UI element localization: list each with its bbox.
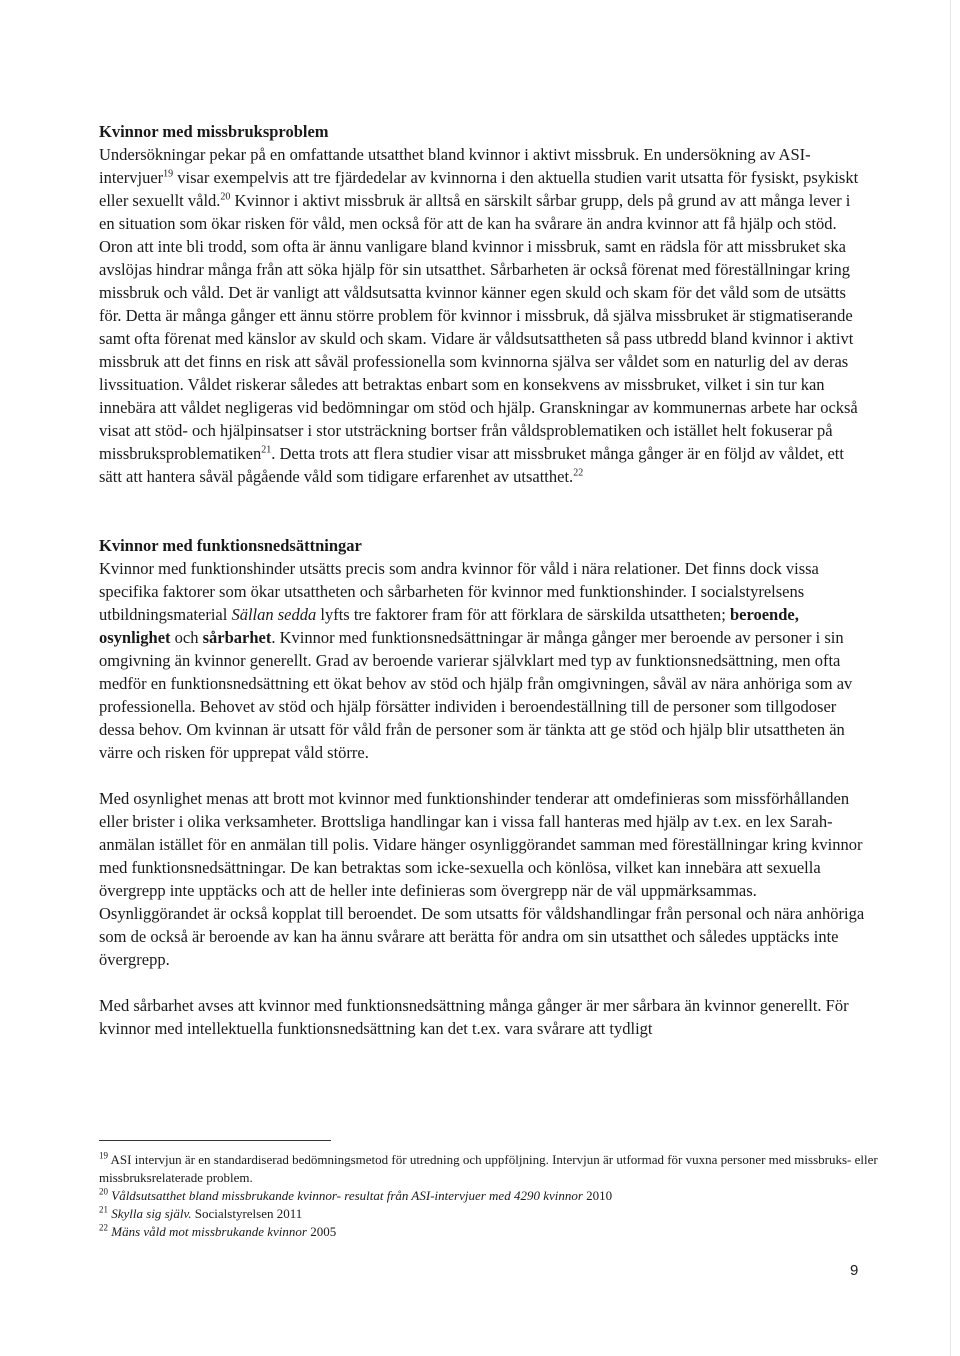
footnote-text: Socialstyrelsen 2011: [191, 1206, 303, 1221]
text-run: . Detta trots att flera studier visar att missbruket många gånger är en följd av våldet, ett sätt att hantera såväl pågående våld som tidigare erfarenhet av utsatthet.: [99, 444, 844, 486]
footnote-text: 2010: [582, 1188, 613, 1203]
footnote-number: 21: [99, 1204, 108, 1215]
footnote-ref-20: 20: [220, 191, 231, 203]
footnote-19: [99, 1151, 879, 1187]
section-heading-missbruk: Kvinnor med missbruksproblem: [99, 122, 329, 141]
footnote-21: [99, 1205, 879, 1223]
footnote-text: 2005: [306, 1224, 337, 1239]
bold-term-osynlighet: osynlighet: [99, 628, 171, 647]
footnote-ref-22: 22: [573, 467, 584, 479]
footnote-number: 20: [99, 1186, 108, 1197]
paragraph-missbruk: [99, 143, 869, 488]
footnote-ref-19: 19: [163, 168, 174, 180]
page-edge-line: [950, 0, 951, 1356]
document-body: [99, 120, 869, 1040]
footnote-title: Skylla sig själv.: [111, 1206, 192, 1221]
text-run: lyfts tre faktorer fram för att förklara de särskilda utsattheten;: [316, 605, 730, 624]
paragraph-funktion-3: Med sårbarhet avses att kvinnor med funktionsnedsättning många gånger är mer sårbara än kvinnor generellt. För kvinnor med intellektuella funktionsnedsättning kan det t.ex. vara svårare att tydligt: [99, 996, 849, 1038]
text-run: Kvinnor med funktionshinder utsätts precis som andra kvinnor för våld i nära relationer. Det finns dock vissa specifika faktorer som ökar utsattheten och sårbarheten för kvinnor med funktionshinder. I socialstyrelsens utbildningsmaterial: [99, 559, 819, 624]
footnote-20: [99, 1187, 879, 1205]
text-run: . Kvinnor med funktionsnedsättningar är många gånger mer beroende av personer i sin omgivning än kvinnor generellt. Grad av beroende varierar självklart med typ av funktionsnedsättning, men ofta medför en funktionsnedsättning ett ökat behov av stöd och hjälp från omgivningen, såväl av nära anhöriga som av professionella. Behovet av stöd och hjälp försätter individen i beroendeställning till de personer som tillgodoser dessa behov. Om kvinnan är utsatt för våld från de personer som är tänkta att ge stöd och hjälp blir utsattheten än värre och risken för upprepat våld större.: [99, 628, 853, 762]
paragraph-funktion-2: Med osynlighet menas att brott mot kvinnor med funktionshinder tenderar att omdefinieras som missförhållanden eller brister i olika verksamheter. Brottsliga handlingar kan i vissa fall hanteras med hjälp av t.ex. en lex Sarah-anmälan istället för en anmälan till polis. Vidare hänger osynliggörandet samman med föreställningar kring kvinnor med funktionsnedsättningar. De kan betraktas som icke-sexuella och könlösa, vilket kan innebära att sexuella övergrepp inte upptäcks och att de heller inte definieras som övergrepp när de väl uppmärksammas. Osynliggörandet är också kopplat till beroendet. De som utsatts för våldshandlingar från personal och nära anhöriga som de också är beroende av kan ha ännu svårare att berätta för andra om sin utsatthet och således upptäcks inte övergrepp.: [99, 789, 865, 969]
footnote-ref-21: 21: [261, 444, 272, 456]
footnote-text: ASI intervjun är en standardiserad bedömningsmetod för utredning och uppföljning. Intervjun är utformad för vuxna personer med missbruks- eller missbruksrelaterade problem.: [99, 1152, 878, 1185]
bold-separator: ,: [794, 605, 799, 624]
text-run: visar exempelvis att tre fjärdedelar av kvinnorna i den aktuella studien varit utsatta för fysiskt, psykiskt eller sexuellt våld.: [99, 168, 859, 210]
footnote-number: 19: [99, 1150, 108, 1161]
footnote-22: [99, 1223, 879, 1241]
paragraph-funktion-1: [99, 557, 869, 764]
text-run: Undersökningar pekar på en omfattande utsatthet bland kvinnor i aktivt missbruk. En undersökning av ASI-intervjuer: [99, 145, 811, 187]
text-run: och: [170, 628, 203, 647]
footnote-number: 22: [99, 1222, 108, 1233]
bold-term-beroende: beroende: [729, 605, 795, 624]
section-heading-funktionsnedsattningar: Kvinnor med funktionsnedsättningar: [99, 536, 362, 555]
page-number: 9: [850, 1262, 859, 1279]
footnote-separator: [99, 1140, 331, 1141]
footnote-title: Våldsutsatthet bland missbrukande kvinnor- resultat från ASI-intervjuer med 4290 kvinnor: [111, 1188, 583, 1203]
footnotes: [99, 1140, 879, 1241]
bold-term-sarbarhet: sårbarhet: [202, 628, 272, 647]
footnote-title: Mäns våld mot missbrukande kvinnor: [111, 1224, 307, 1239]
italic-title: Sällan sedda: [231, 605, 317, 624]
text-run: Kvinnor i aktivt missbruk är alltså en särskilt sårbar grupp, dels på grund av att många lever i en situation som ökar risken för våld, men också för att de kan ha svårare än andra kvinnor att få hjälp och stöd. Oron att inte bli trodd, som ofta är ännu vanligare bland kvinnor i missbruk, samt en rädsla för att missbruket ska avslöjas hindrar många från att söka hjälp för sin utsatthet. Sårbarheten är också förenat med föreställningar kring missbruk och våld. Det är vanligt att våldsutsatta kvinnor känner egen skuld och skam för det våld som de utsätts för. Detta är många gånger ett ännu större problem för kvinnor i missbruk, då själva missbruket är stigmatiserande samt ofta förenat med känslor av skuld och skam. Vidare är våldsutsattheten så pass utbredd bland kvinnor i aktivt missbruk att det finns en risk att såväl professionella som kvinnorna själva ser våldet som en naturlig del av deras livssituation. Våldet riskerar således att betraktas enbart som en konsekvens av missbruket, vilket i sin tur kan innebära att våldet negligeras vid bedömningar om stöd och hjälp. Granskningar av kommunernas arbete har också visat att stöd- och hjälpinsatser i stor utsträckning bortser från våldsproblematiken och istället helt fokuserar på missbruksproblematiken: [99, 191, 858, 463]
